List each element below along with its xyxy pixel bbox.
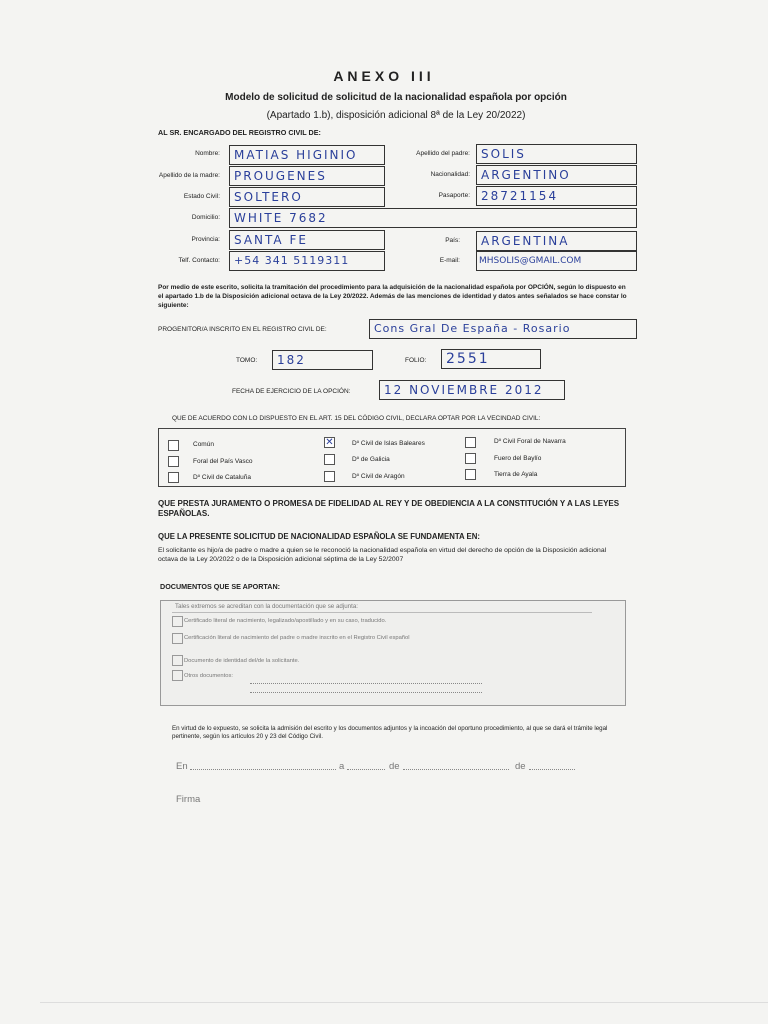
estado-civil-label: Estado Civil: bbox=[183, 193, 220, 200]
pasaporte-field[interactable]: 28721154 bbox=[476, 186, 637, 206]
checkbox-islas-baleares-checked[interactable]: ✕ bbox=[325, 437, 334, 448]
telf-field[interactable]: +54 341 5119311 bbox=[229, 251, 385, 271]
provincia-field[interactable]: SANTA FE bbox=[229, 230, 385, 250]
page-title: ANEXO III bbox=[333, 68, 435, 84]
fundamento-text: El solicitante es hijo/a de padre o madre a quien se le reconoció la nacionalidad española en virtud del derecho de opción de la Disposición adicional octava de la Ley 20/2022 o de la Disposición adicional séptima de la Ley 52/2007 bbox=[158, 547, 607, 563]
madre-label: Apellido de la madre: bbox=[158, 172, 220, 179]
checkbox-pais-vasco[interactable] bbox=[168, 456, 179, 467]
pais-field[interactable]: ARGENTINA bbox=[476, 231, 637, 251]
progenitor-label: PROGENITOR/A INSCRITO EN EL REGISTRO CIVIL DE: bbox=[158, 326, 327, 333]
option-comun-label: Común bbox=[193, 441, 214, 448]
checkbox-baylio[interactable] bbox=[465, 453, 476, 464]
tomo-label: TOMO: bbox=[236, 357, 258, 364]
signature-a-label: a bbox=[339, 761, 345, 772]
option-cataluna-label: Dº Civil de Cataluña bbox=[193, 474, 252, 481]
pais-label: País: bbox=[445, 237, 460, 244]
option-pais-vasco-label: Foral del País Vasco bbox=[193, 458, 253, 465]
otros-line-2 bbox=[250, 692, 482, 693]
nacionalidad-field[interactable]: ARGENTINO bbox=[476, 165, 637, 185]
signature-year-line[interactable] bbox=[529, 769, 575, 770]
domicilio-label: Domicilio: bbox=[191, 214, 220, 221]
signature-en-label: En bbox=[176, 761, 188, 772]
firma-label: Firma bbox=[176, 794, 201, 805]
provincia-label: Provincia: bbox=[191, 236, 220, 243]
doc-cert-nacimiento-label: Certificado literal de nacimiento, legalizado/apostillado y en su caso, traducido. bbox=[184, 618, 387, 624]
page-subtitle-reference: (Apartado 1.b), disposición adicional 8ª de la Ley 20/2022) bbox=[266, 110, 526, 121]
checkbox-ayala[interactable] bbox=[465, 469, 476, 480]
signature-de2-label: de bbox=[515, 761, 526, 772]
checkbox-galicia[interactable] bbox=[324, 454, 335, 465]
padre-label: Apellido del padre: bbox=[416, 150, 470, 157]
signature-month-line[interactable] bbox=[403, 769, 509, 770]
checkbox-doc-identidad[interactable] bbox=[172, 655, 183, 666]
madre-field[interactable]: PROUGENES bbox=[229, 166, 385, 186]
checkbox-otros[interactable] bbox=[172, 670, 183, 681]
documentos-intro: Tales extremos se acreditan con la documentación que se adjunta: bbox=[175, 603, 358, 610]
signature-de1-label: de bbox=[389, 761, 400, 772]
fundamento-heading: QUE LA PRESENTE SOLICITUD DE NACIONALIDAD ESPAÑOLA SE FUNDAMENTA EN: bbox=[158, 532, 480, 541]
doc-otros-label: Otros documentos: bbox=[184, 673, 233, 679]
checkbox-aragon[interactable] bbox=[324, 471, 335, 482]
nombre-label: Nombre: bbox=[195, 150, 220, 157]
intro-paragraph: Por medio de este escrito, solicita la tramitación del procedimiento para la adquisición de la nacionalidad española por OPCIÓN, según lo dispuesto en el apartado 1.b de la Disposición adicional octava de la Ley 20/2022. Además de las menciones de identidad y datos antes señalados se hace constar lo siguiente: bbox=[158, 284, 627, 309]
email-field[interactable]: MHSOLIS@GMAIL.COM bbox=[476, 251, 637, 271]
tomo-field[interactable]: 182 bbox=[272, 350, 373, 370]
pasaporte-label: Pasaporte: bbox=[438, 192, 470, 199]
otros-line-1 bbox=[250, 683, 482, 684]
option-aragon-label: Dº Civil de Aragón bbox=[352, 473, 405, 480]
fecha-opcion-label: FECHA DE EJERCICIO DE LA OPCIÓN: bbox=[232, 388, 351, 395]
scan-edge-line bbox=[40, 1002, 768, 1003]
folio-field[interactable]: 2551 bbox=[441, 349, 541, 369]
documentos-heading: DOCUMENTOS QUE SE APORTAN: bbox=[160, 582, 281, 591]
checkbox-comun[interactable] bbox=[168, 440, 179, 451]
nacionalidad-label: Nacionalidad: bbox=[430, 171, 470, 178]
doc-cert-progenitor-label: Certificación literal de nacimiento del padre o madre inscrito en el Registro Civil español bbox=[184, 635, 410, 641]
documentos-box bbox=[160, 600, 626, 706]
option-islas-baleares-label: Dº Civil de Islas Baleares bbox=[352, 440, 425, 447]
telf-label: Telf. Contacto: bbox=[178, 257, 220, 264]
doc-identidad-label: Documento de identidad del/de la solicitante. bbox=[184, 658, 300, 664]
option-navarra-label: Dº Civil Foral de Navarra bbox=[494, 438, 566, 445]
signature-day-line[interactable] bbox=[347, 769, 385, 770]
checkbox-cert-progenitor[interactable] bbox=[172, 633, 183, 644]
closing-paragraph: En virtud de lo expuesto, se solicita la admisión del escrito y los documentos adjuntos y la incoación del oportuno procedimiento, al que se dará el trámite legal pertinente, según los artículos 20 y 23 del Código Civil. bbox=[172, 725, 608, 740]
documentos-divider bbox=[172, 612, 592, 613]
option-galicia-label: Dº de Galicia bbox=[352, 456, 390, 463]
option-baylio-label: Fuero del Baylío bbox=[494, 455, 542, 462]
checkbox-cert-nacimiento[interactable] bbox=[172, 616, 183, 627]
page-subtitle: Modelo de solicitud de solicitud de la nacionalidad española por opción bbox=[225, 92, 567, 103]
progenitor-registro-field[interactable]: Cons Gral De España - Rosario bbox=[369, 319, 637, 339]
option-ayala-label: Tierra de Ayala bbox=[494, 471, 538, 478]
checkbox-cataluna[interactable] bbox=[168, 472, 179, 483]
padre-field[interactable]: SOLIS bbox=[476, 144, 637, 164]
fecha-opcion-field[interactable]: 12 NOVIEMBRE 2012 bbox=[379, 380, 565, 400]
addressee-heading: AL SR. ENCARGADO DEL REGISTRO CIVIL DE: bbox=[158, 128, 321, 137]
domicilio-field[interactable]: WHITE 7682 bbox=[229, 208, 637, 228]
signature-place-line[interactable] bbox=[190, 769, 336, 770]
email-label: E-mail: bbox=[439, 257, 460, 264]
juramento-statement: QUE PRESTA JURAMENTO O PROMESA DE FIDELIDAD AL REY Y DE OBEDIENCIA A LA CONSTITUCIÓN Y A LAS LEYES ESPAÑOLAS. bbox=[158, 499, 620, 518]
nombre-field[interactable]: MATIAS HIGINIO bbox=[229, 145, 385, 165]
folio-label: FOLIO: bbox=[405, 357, 427, 364]
vecindad-intro: QUE DE ACUERDO CON LO DISPUESTO EN EL ART. 15 DEL CÓDIGO CIVIL, DECLARA OPTAR POR LA VECINDAD CIVIL: bbox=[172, 415, 541, 422]
estado-civil-field[interactable]: SOLTERO bbox=[229, 187, 385, 207]
checkbox-navarra[interactable] bbox=[465, 437, 476, 448]
